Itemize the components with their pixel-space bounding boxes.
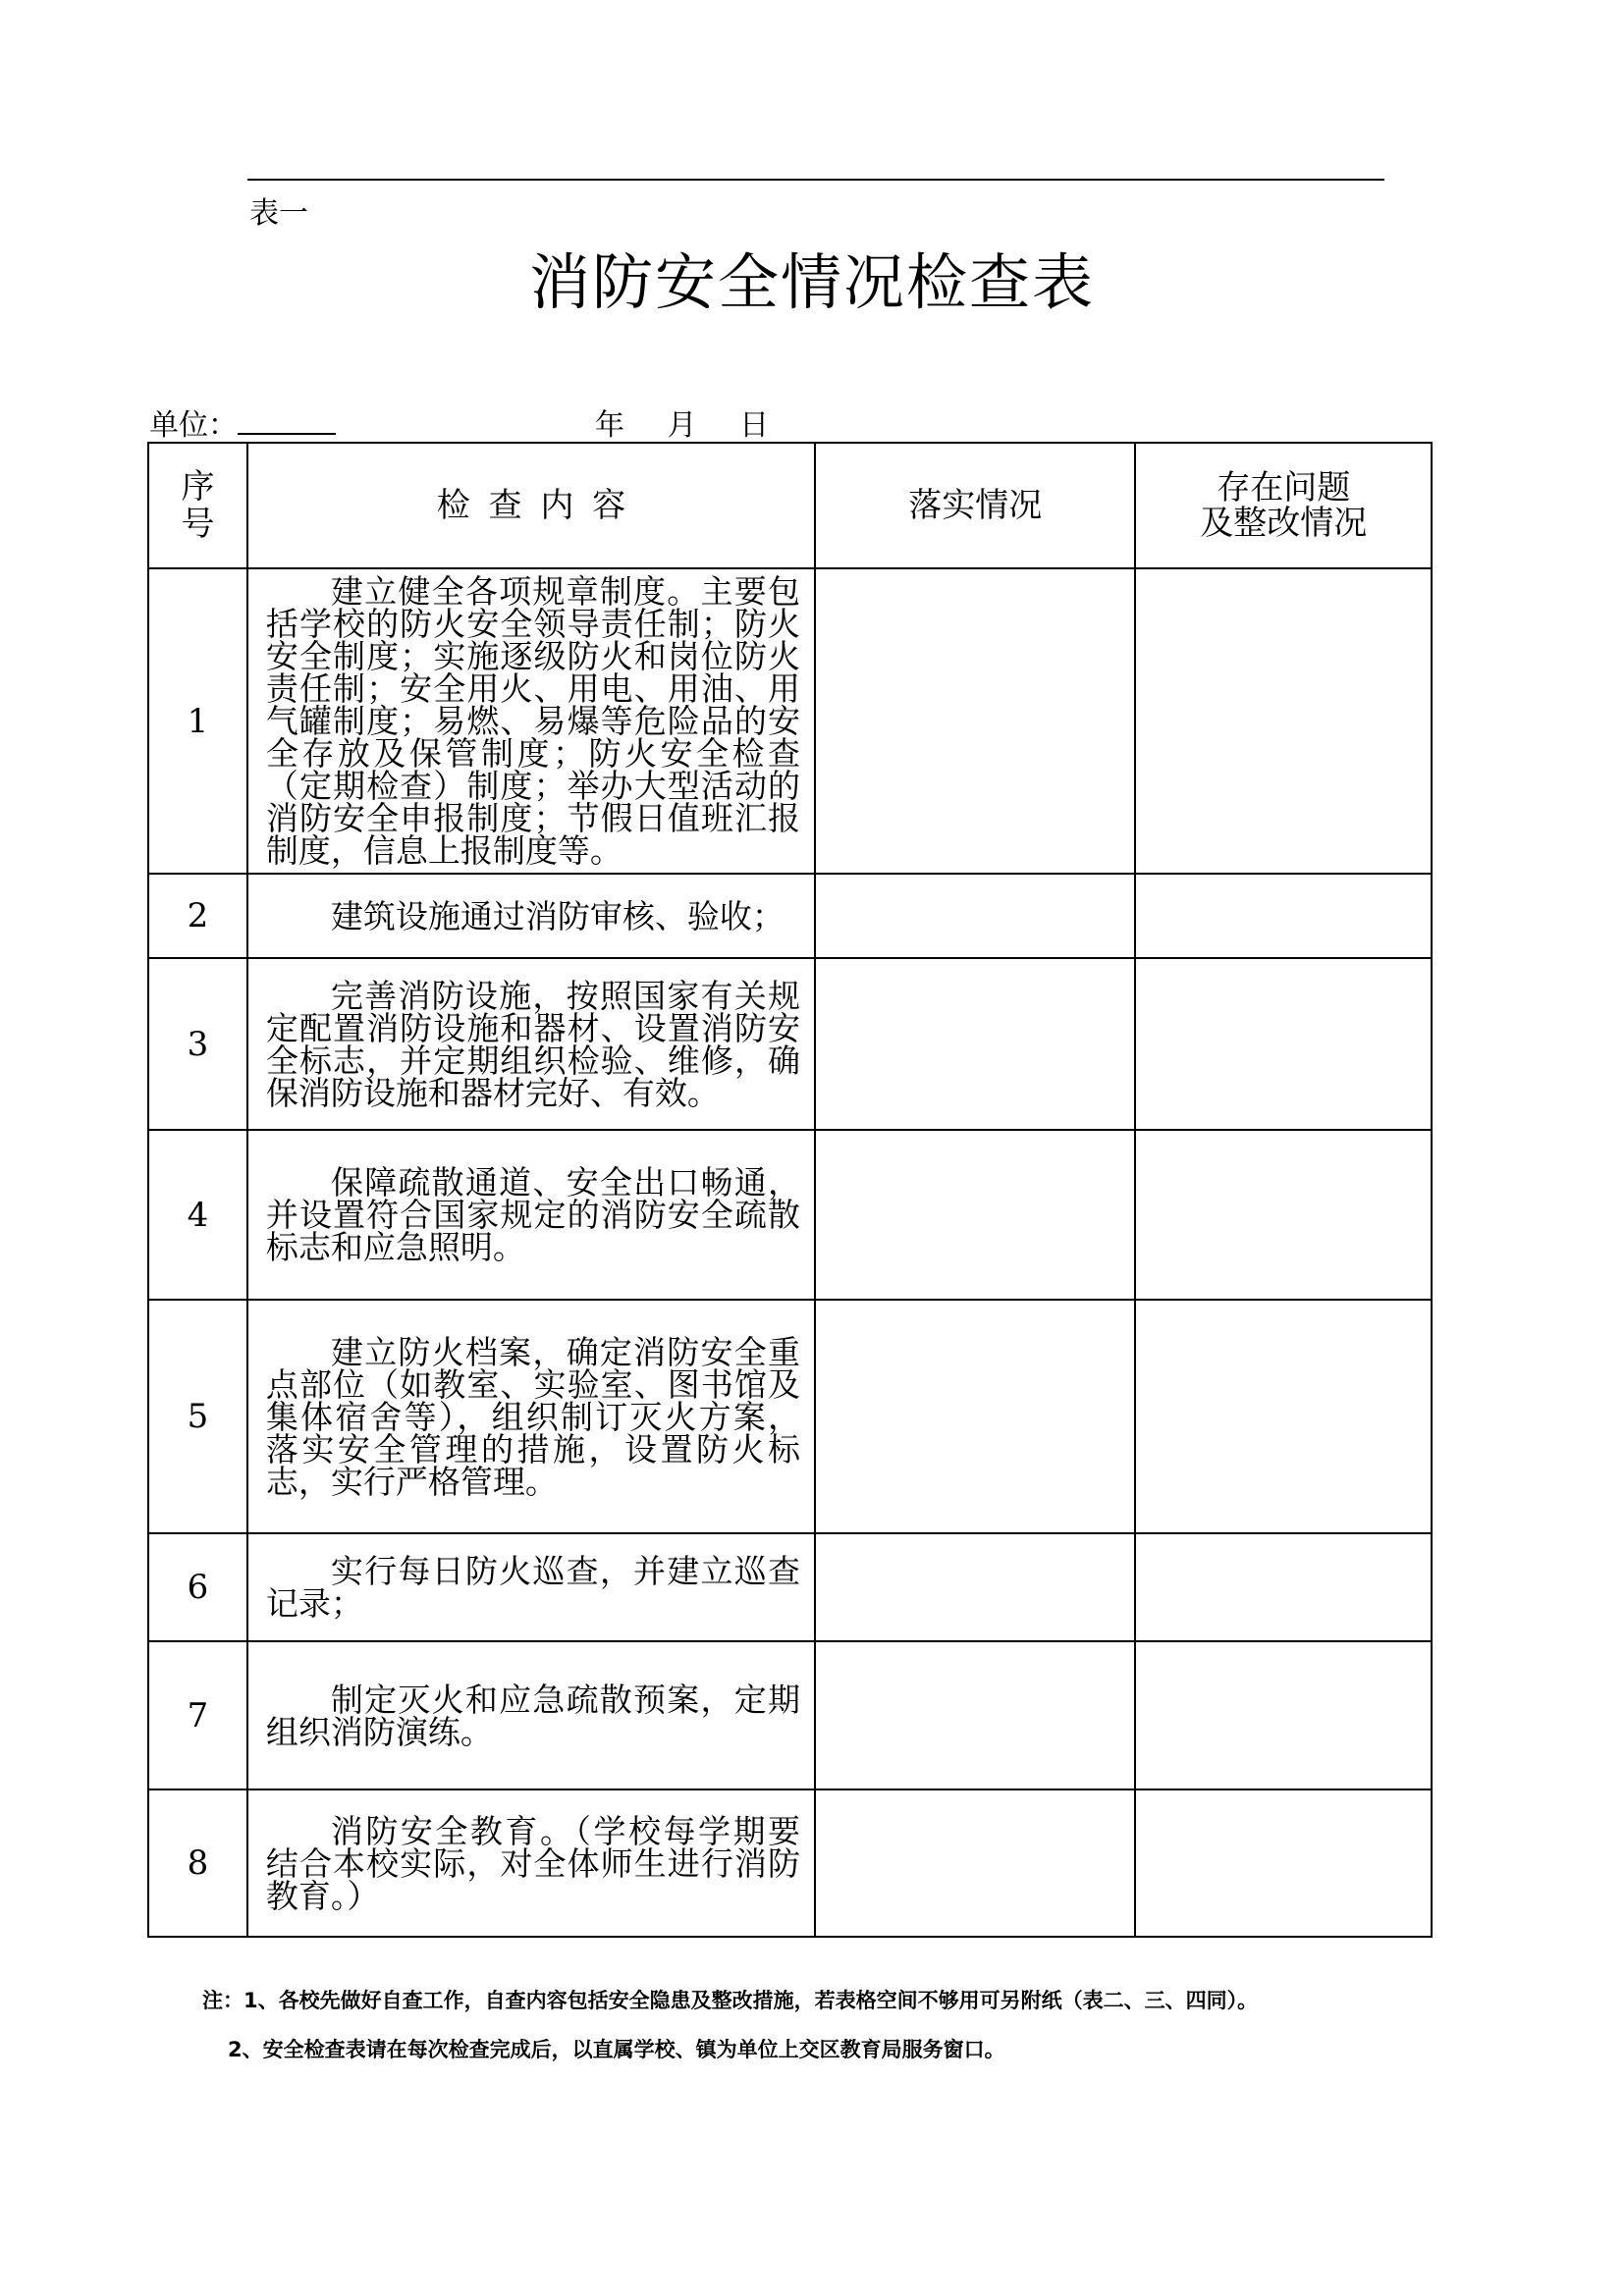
inspection-table xyxy=(147,442,1433,1938)
implementation-cell[interactable] xyxy=(815,1130,1135,1300)
row-number: 5 xyxy=(148,1300,247,1533)
table-header-row xyxy=(148,443,1432,568)
row-content: 消防安全教育。（学校每学期要结合本校实际，对全体师生进行消防教育。） xyxy=(247,1789,815,1937)
issues-cell[interactable] xyxy=(1135,568,1432,874)
row-number: 2 xyxy=(148,874,247,958)
issues-cell[interactable] xyxy=(1135,1641,1432,1789)
issues-cell[interactable] xyxy=(1135,1300,1432,1533)
row-content: 实行每日防火巡查，并建立巡查记录； xyxy=(247,1533,815,1641)
unit-label: 单位： xyxy=(149,408,238,443)
implementation-cell[interactable] xyxy=(815,1789,1135,1937)
table-row xyxy=(148,1533,1432,1641)
implementation-cell[interactable] xyxy=(815,874,1135,958)
day-label: 日 xyxy=(739,408,770,443)
unit-blank[interactable] xyxy=(238,407,336,435)
row-number: 7 xyxy=(148,1641,247,1789)
implementation-cell[interactable] xyxy=(815,1641,1135,1789)
month-label: 月 xyxy=(667,408,697,443)
issues-cell[interactable] xyxy=(1135,958,1432,1130)
header-issues-line1: 存在问题 xyxy=(1217,468,1351,507)
header-implementation: 落实情况 xyxy=(815,443,1135,568)
table-row xyxy=(148,1300,1432,1533)
row-content: 制定灭火和应急疏散预案，定期组织消防演练。 xyxy=(247,1641,815,1789)
row-content: 保障疏散通道、安全出口畅通，并设置符合国家规定的消防安全疏散标志和应急照明。 xyxy=(247,1130,815,1300)
header-no-text: 序号 xyxy=(181,467,215,544)
row-content: 建筑设施通过消防审核、验收； xyxy=(247,874,815,958)
implementation-cell[interactable] xyxy=(815,1300,1135,1533)
row-content: 完善消防设施，按照国家有关规定配置消防设施和器材、设置消防安全标志，并定期组织检验、维修，确保消防设施和器材完好、有效。 xyxy=(247,958,815,1130)
header-no xyxy=(148,443,247,568)
table-row xyxy=(148,1789,1432,1937)
table-number: 表一 xyxy=(249,196,308,231)
note-1: 注：1、各校先做好自查工作，自查内容包括安全隐患及整改措施，若表格空间不够用可另附纸（表二、三、四同）。 xyxy=(202,1989,1259,2012)
implementation-cell[interactable] xyxy=(815,568,1135,874)
page-title: 消防安全情况检查表 xyxy=(528,246,1095,318)
row-number: 4 xyxy=(148,1130,247,1300)
row-number: 8 xyxy=(148,1789,247,1937)
date-field xyxy=(595,400,802,444)
table-row xyxy=(148,958,1432,1130)
issues-cell[interactable] xyxy=(1135,1130,1432,1300)
header-rule xyxy=(247,179,1384,181)
row-number: 1 xyxy=(148,568,247,874)
table-row xyxy=(148,568,1432,874)
year-label: 年 xyxy=(595,408,624,443)
note-2: 2、安全检查表请在每次检查完成后，以直属学校、镇为单位上交区教育局服务窗口。 xyxy=(228,2038,1005,2061)
table-row xyxy=(148,1641,1432,1789)
issues-cell[interactable] xyxy=(1135,1789,1432,1937)
header-issues xyxy=(1135,443,1432,568)
implementation-cell[interactable] xyxy=(815,1533,1135,1641)
issues-cell[interactable] xyxy=(1135,1533,1432,1641)
row-content: 建立防火档案，确定消防安全重点部位（如教室、实验室、图书馆及集体宿舍等），组织制订灭火方案，落实安全管理的措施，设置防火标志，实行严格管理。 xyxy=(247,1300,815,1533)
table-row xyxy=(148,1130,1432,1300)
implementation-cell[interactable] xyxy=(815,958,1135,1130)
header-issues-line2: 及整改情况 xyxy=(1200,504,1368,543)
row-number: 6 xyxy=(148,1533,247,1641)
header-content: 检 查 内 容 xyxy=(247,443,815,568)
issues-cell[interactable] xyxy=(1135,874,1432,958)
table-row xyxy=(148,874,1432,958)
unit-field xyxy=(149,400,336,444)
row-number: 3 xyxy=(148,958,247,1130)
row-content: 建立健全各项规章制度。主要包括学校的防火安全领导责任制；防火安全制度；实施逐级防火和岗位防火责任制；安全用火、用电、用油、用气罐制度；易燃、易爆等危险品的安全存放及保管制度；防火安全检查（定期检查）制度；举办大型活动的消防安全申报制度；节假日值班汇报制度，信息上报制度等。 xyxy=(247,568,815,874)
